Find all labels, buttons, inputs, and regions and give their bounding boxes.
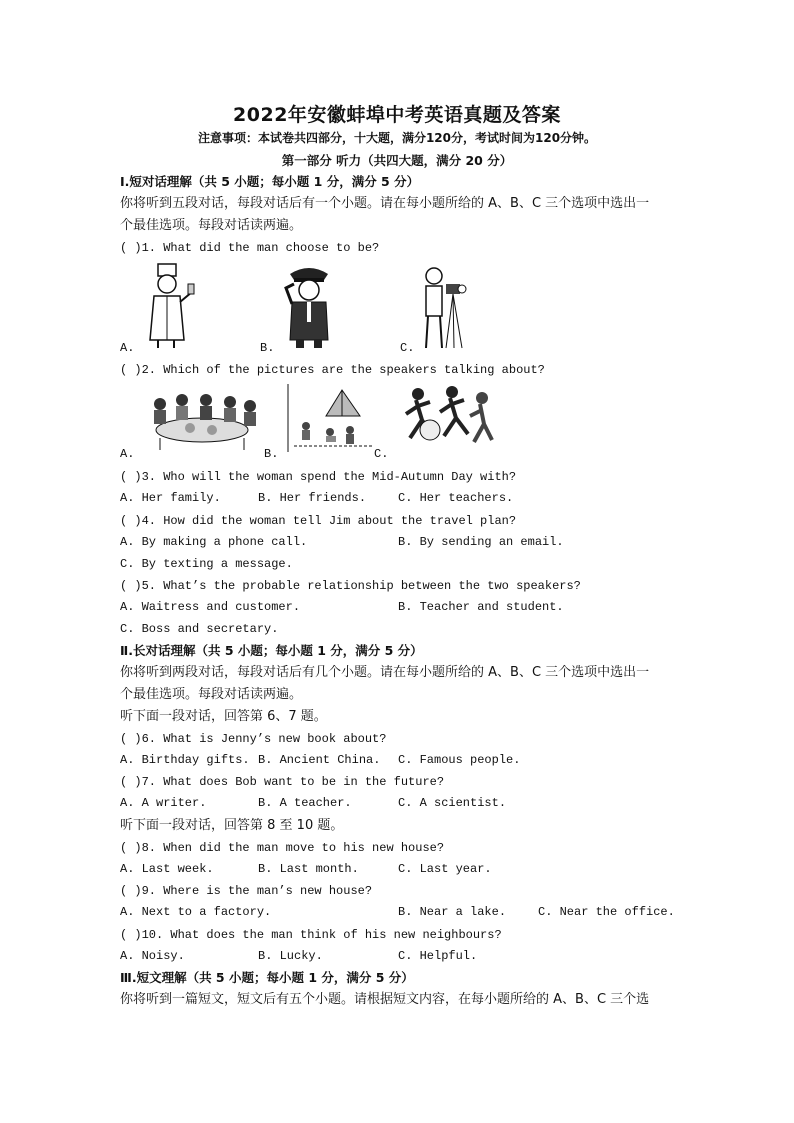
question-2: ( )2. Which of the pictures are the speakers talking about? — [120, 363, 545, 377]
picture-label-b: B. — [264, 447, 279, 461]
option-9c: C. Near the office. — [538, 905, 675, 919]
option-4c: C. By texting a message. — [120, 557, 293, 571]
picture-family-dinner — [140, 390, 264, 452]
question-7: ( )7. What does Bob want to be in the future? — [120, 775, 445, 789]
section-2-sub-instruction-1: 听下面一段对话，回答第 6、7 题。 — [120, 709, 327, 724]
section-1-header: Ⅰ.短对话理解（共 5 小题；每小题 1 分，满分 5 分） — [120, 174, 420, 189]
option-10c: C. Helpful. — [398, 949, 478, 963]
option-7a: A. A writer. — [120, 796, 207, 810]
section-3-instruction: 你将听到一篇短文，短文后有五个小题。请根据短文内容，在每小题所给的 A、B、C 三个选 — [120, 992, 650, 1007]
option-3a: A. Her family. — [120, 491, 221, 505]
picture-label-a: A. — [120, 341, 135, 355]
option-10b: B. Lucky. — [258, 949, 323, 963]
option-3b: B. Her friends. — [258, 491, 367, 505]
page-title: 2022年安徽蚌埠中考英语真题及答案 — [233, 104, 561, 126]
option-4b: B. By sending an email. — [398, 535, 564, 549]
option-8a: A. Last week. — [120, 862, 214, 876]
section-2-instruction: 你将听到两段对话，每段对话后有几个小题。请在每小题所给的 A、B、C 三个选项中选出一 — [120, 665, 650, 680]
option-3c: C. Her teachers. — [398, 491, 514, 505]
question-6: ( )6. What is Jenny’s new book about? — [120, 732, 387, 746]
option-6b: B. Ancient China. — [258, 753, 381, 767]
section-2-sub-instruction-2: 听下面一段对话，回答第 8 至 10 题。 — [120, 818, 344, 833]
picture-label-c: C. — [374, 447, 389, 461]
option-6a: A. Birthday gifts. — [120, 753, 250, 767]
picture-label-a: A. — [120, 447, 135, 461]
section-1-instruction: 你将听到五段对话，每段对话后有一个小题。请在每小题所给的 A、B、C 三个选项中选出一 — [120, 196, 650, 211]
picture-label-b: B. — [260, 341, 275, 355]
section-3-header: Ⅲ.短文理解（共 5 小题；每小题 1 分，满分 5 分） — [120, 970, 414, 985]
option-7c: C. A scientist. — [398, 796, 507, 810]
option-8b: B. Last month. — [258, 862, 359, 876]
picture-doctor — [142, 262, 198, 350]
question-4: ( )4. How did the woman tell Jim about the travel plan? — [120, 514, 517, 528]
question-3: ( )3. Who will the woman spend the Mid-Autumn Day with? — [120, 470, 517, 484]
question-10: ( )10. What does the man think of his new neighbours? — [120, 928, 502, 942]
picture-camping — [286, 384, 378, 454]
option-10a: A. Noisy. — [120, 949, 185, 963]
exam-notice: 注意事项：本试卷共四部分，十大题，满分120分，考试时间为120分钟。 — [197, 131, 597, 145]
option-8c: C. Last year. — [398, 862, 492, 876]
option-5a: A. Waitress and customer. — [120, 600, 301, 614]
option-5b: B. Teacher and student. — [398, 600, 564, 614]
option-9b: B. Near a lake. — [398, 905, 507, 919]
picture-police-officer — [284, 262, 334, 350]
question-8: ( )8. When did the man move to his new house? — [120, 841, 445, 855]
picture-running-race — [396, 384, 496, 452]
option-9a: A. Next to a factory. — [120, 905, 272, 919]
option-7b: B. A teacher. — [258, 796, 352, 810]
option-4a: A. By making a phone call. — [120, 535, 308, 549]
section-1-instruction-cont: 个最佳选项。每段对话读两遍。 — [120, 218, 303, 233]
question-1: ( )1. What did the man choose to be? — [120, 241, 380, 255]
section-2-instruction-cont: 个最佳选项。每段对话读两遍。 — [120, 687, 303, 702]
picture-label-c: C. — [400, 341, 415, 355]
question-5: ( )5. What’s the probable relationship between the two speakers? — [120, 579, 581, 593]
part-one-header: 第一部分 听力（共四大题，满分 20 分） — [281, 153, 513, 168]
question-9: ( )9. Where is the man’s new house? — [120, 884, 373, 898]
option-6c: C. Famous people. — [398, 753, 521, 767]
picture-photographer — [420, 262, 470, 350]
option-5c: C. Boss and secretary. — [120, 622, 279, 636]
section-2-header: Ⅱ.长对话理解（共 5 小题；每小题 1 分，满分 5 分） — [120, 643, 423, 658]
